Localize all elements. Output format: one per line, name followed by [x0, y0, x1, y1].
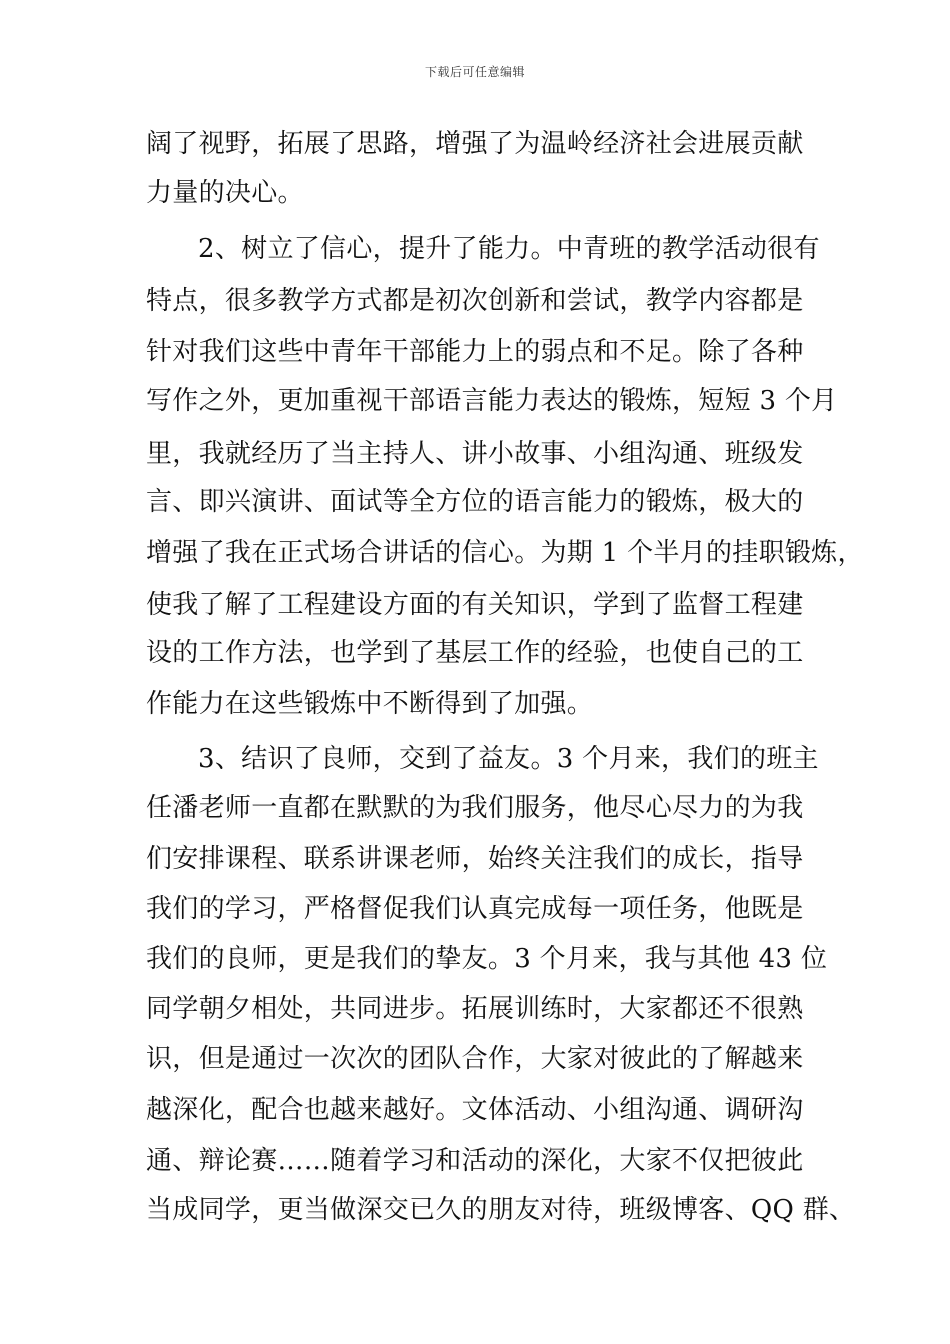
- text-line: 使我了解了工程建设方面的有关知识，学到了监督工程建: [146, 590, 804, 620]
- text-line: 我们的学习，严格督促我们认真完成每一项任务，他既是: [146, 894, 804, 924]
- text-line: 越深化，配合也越来越好。文体活动、小组沟通、调研沟: [146, 1095, 804, 1125]
- paragraph-start-line: 2、树立了信心，提升了能力。中青班的教学活动很有: [198, 234, 820, 264]
- text-line: 特点，很多教学方式都是初次创新和尝试，教学内容都是: [146, 286, 804, 316]
- text-line: 设的工作方法，也学到了基层工作的经验，也使自己的工: [146, 638, 804, 668]
- text-line: 力量的决心。: [146, 178, 304, 208]
- text-line: 我们的良师，更是我们的挚友。3 个月来，我与其他 43 位: [146, 944, 828, 974]
- text-line: 们安排课程、联系讲课老师，始终关注我们的成长，指导: [146, 844, 804, 874]
- text-line: 阔了视野，拓展了思路，增强了为温岭经济社会进展贡献: [146, 129, 804, 159]
- text-line: 同学朝夕相处，共同进步。拓展训练时，大家都还不很熟: [146, 994, 804, 1024]
- text-line: 作能力在这些锻炼中不断得到了加强。: [146, 689, 594, 719]
- text-line: 增强了我在正式场合讲话的信心。为期 1 个半月的挂职锻炼，: [146, 538, 864, 568]
- text-line: 里，我就经历了当主持人、讲小故事、小组沟通、班级发: [146, 439, 804, 469]
- text-line: 写作之外，更加重视干部语言能力表达的锻炼，短短 3 个月: [146, 386, 838, 416]
- text-line: 当成同学，更当做深交已久的朋友对待，班级博客、QQ 群、: [146, 1195, 856, 1225]
- text-line: 通、辩论赛……随着学习和活动的深化，大家不仅把彼此: [146, 1146, 804, 1176]
- text-line: 针对我们这些中青年干部能力上的弱点和不足。除了各种: [146, 337, 804, 367]
- page-header: 下载后可任意编辑: [424, 65, 525, 79]
- paragraph-start-line: 3、结识了良师，交到了益友。3 个月来，我们的班主: [198, 744, 819, 774]
- text-line: 识，但是通过一次次的团队合作，大家对彼此的了解越来: [146, 1044, 804, 1074]
- text-line: 任潘老师一直都在默默的为我们服务，他尽心尽力的为我: [146, 793, 804, 823]
- text-line: 言、即兴演讲、面试等全方位的语言能力的锻炼，极大的: [146, 487, 804, 517]
